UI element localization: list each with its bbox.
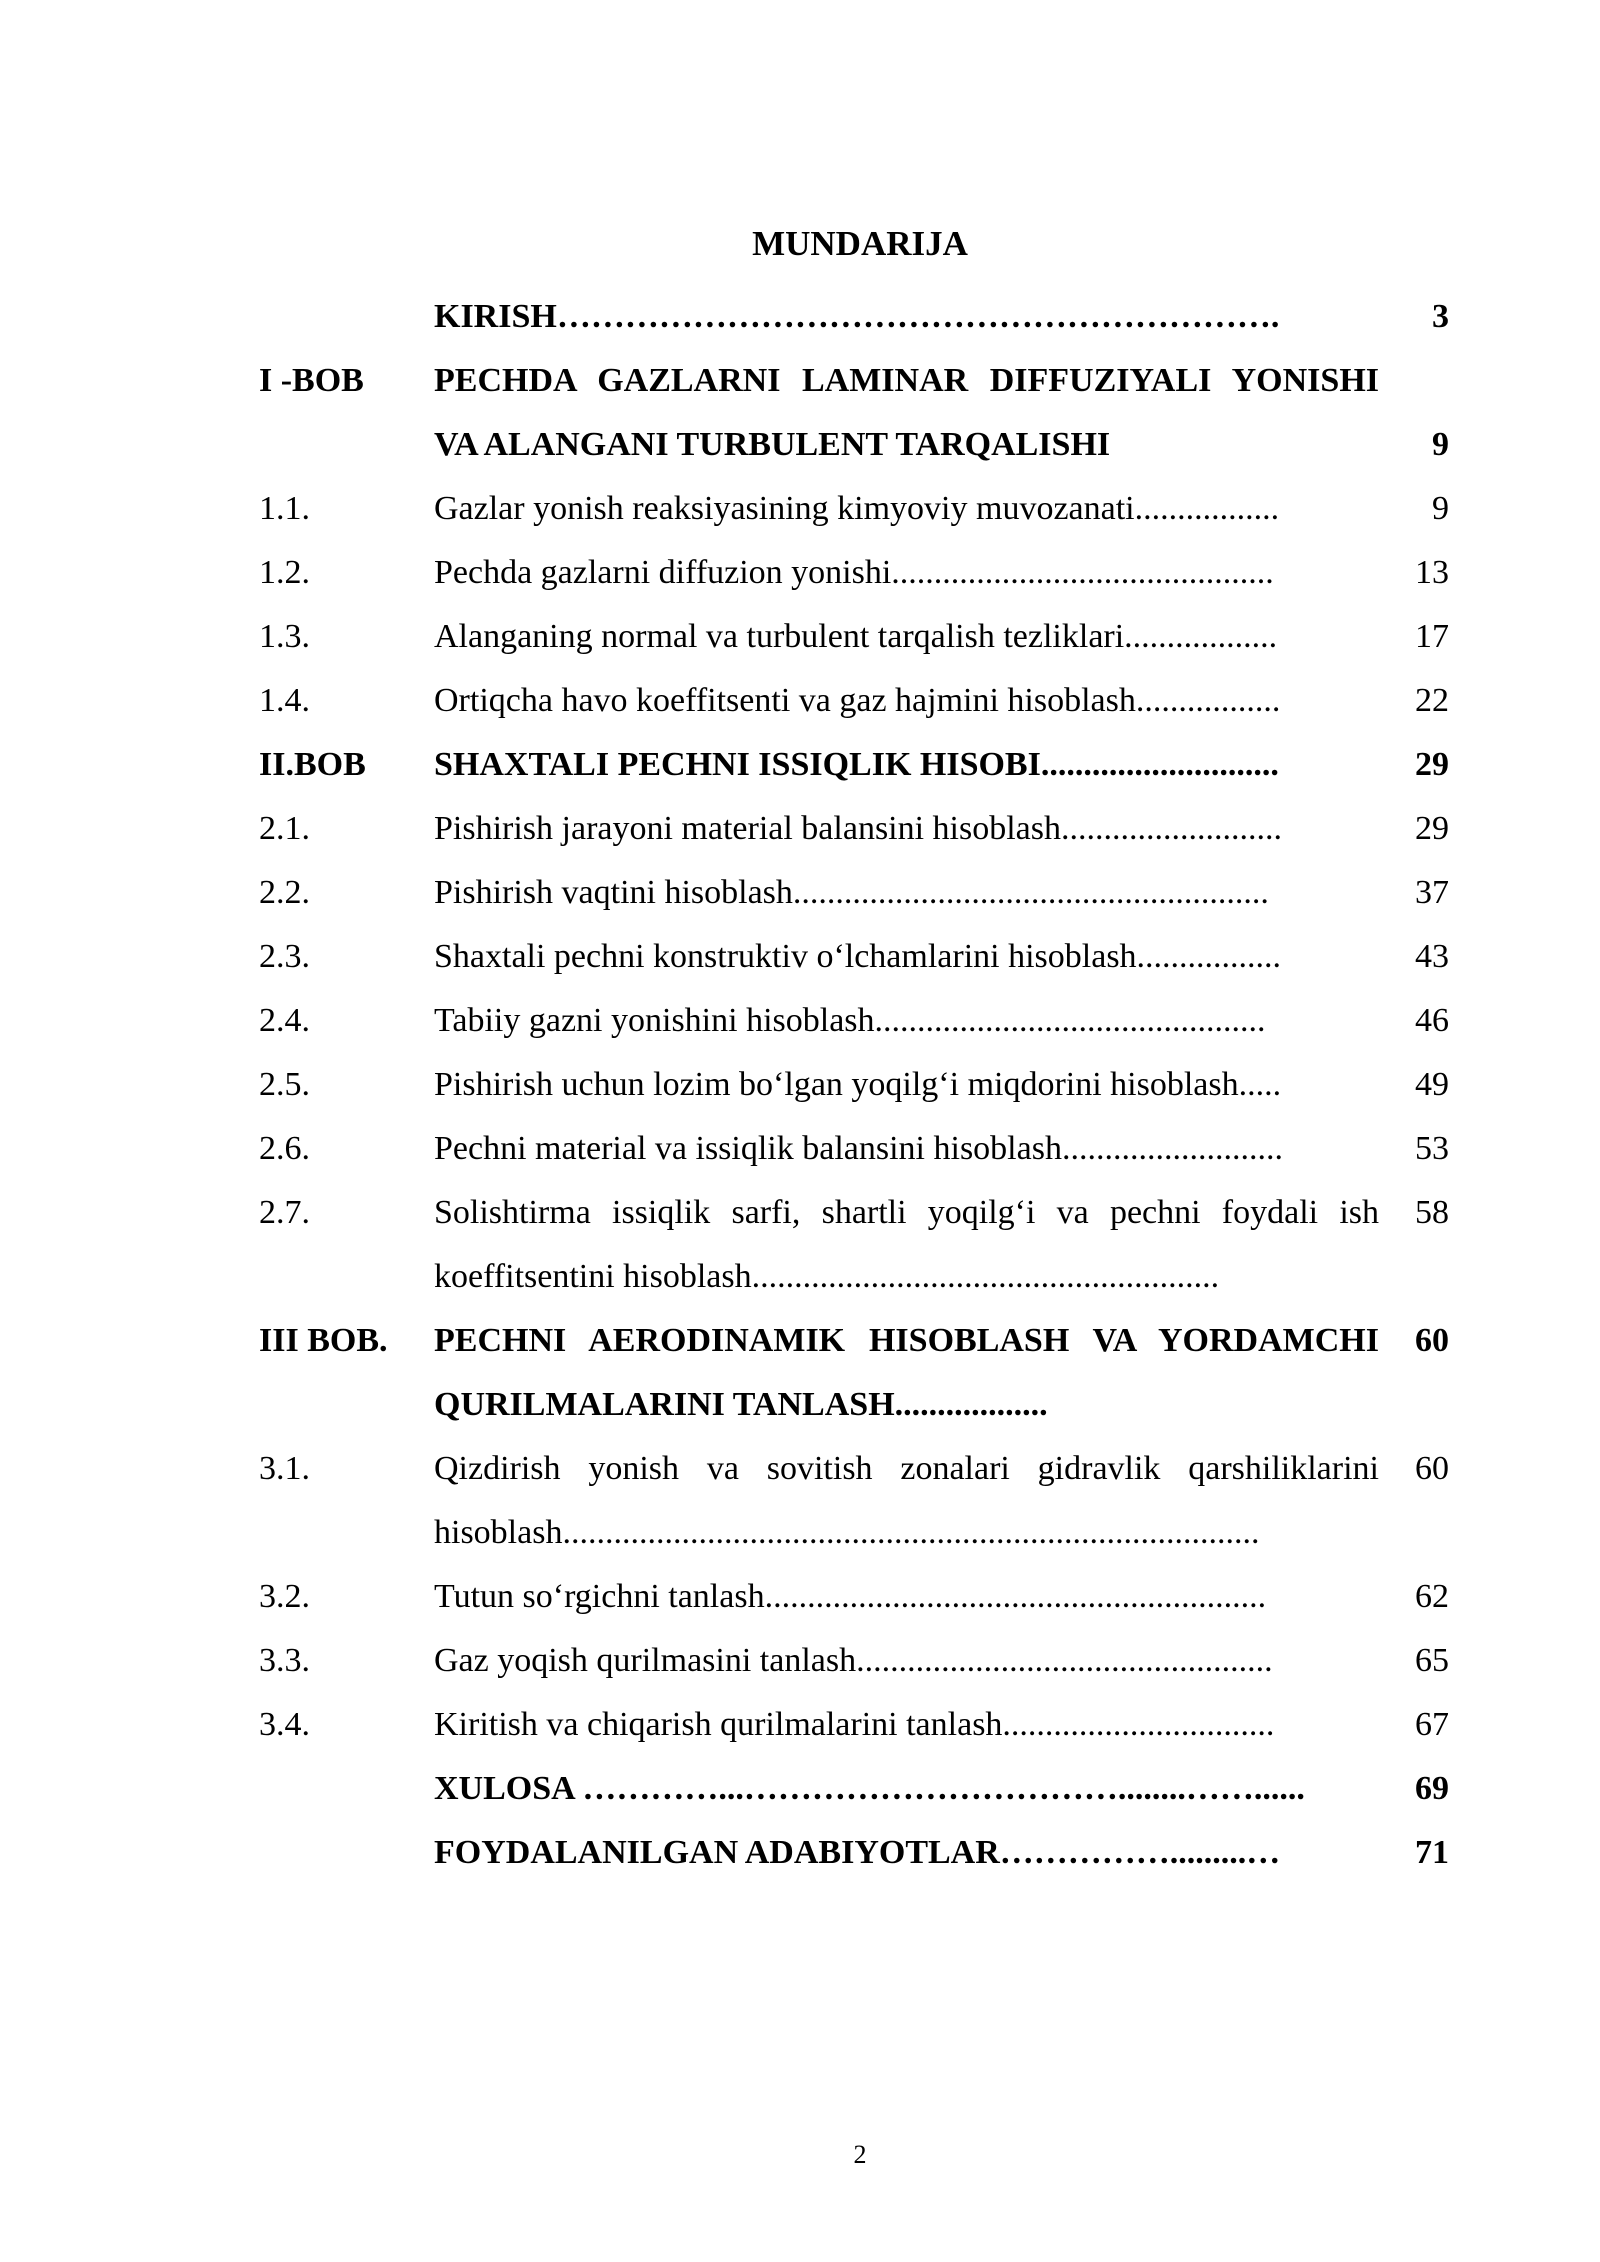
toc-entry-chapter-1[interactable] [259,349,1449,477]
toc-entry-title: Tutun so‘rgichni tanlash........................................................... [434,1578,1267,1615]
toc-entry-number: 3.1. [259,1450,310,1487]
toc-entry-title: PECHNI AERODINAMIK HISOBLASH VA YORDAMCHI QURILMALARINI TANLASH.................. [434,1322,1379,1423]
toc-entry-1-2[interactable] [259,541,1449,605]
toc-entry-number: 3.4. [259,1706,310,1743]
toc-entry-page: 71 [1415,1834,1449,1871]
toc-entry-page: 46 [1415,1002,1449,1039]
toc-entry-number: 2.4. [259,1002,310,1039]
toc-entry-3-2[interactable] [259,1565,1449,1629]
toc-entry-title: FOYDALANILGAN ADABIYOTLAR…………….........… [434,1834,1281,1871]
toc-entry-title: Kiritish va chiqarish qurilmalarini tanlash................................ [434,1706,1275,1743]
toc-entry-references[interactable] [259,1821,1449,1885]
toc-entry-page: 62 [1415,1578,1449,1615]
toc-entry-1-3[interactable] [259,605,1449,669]
toc-entry-2-1[interactable] [259,797,1449,861]
toc-entry-title: Gazlar yonish reaksiyasining kimyoviy muvozanati................. [434,490,1280,527]
toc-entry-page: 3 [1432,298,1449,335]
toc-entry-3-4[interactable] [259,1693,1449,1757]
toc-entry-number [259,1757,434,1821]
toc-entry-number: 2.7. [259,1194,310,1231]
toc-entry-title: Tabiiy gazni yonishini hisoblash.............................................. [434,1002,1266,1039]
toc-entry-number [259,285,434,349]
toc-entry-page: 43 [1415,938,1449,975]
toc-entry-3-1[interactable] [259,1437,1449,1565]
toc-entry-page: 60 [1415,1322,1449,1359]
toc-entry-title: Alanganing normal va turbulent tarqalish tezliklari.................. [434,618,1278,655]
toc-entry-2-2[interactable] [259,861,1449,925]
toc-entry-number: 2.1. [259,810,310,847]
toc-entry-page: 67 [1415,1706,1449,1743]
toc-entry-title: XULOSA …………...……………………………........……...... [434,1770,1305,1807]
toc-entry-number: 2.5. [259,1066,310,1103]
toc-entry-title: Solishtirma issiqlik sarfi, shartli yoqilg‘i va pechni foydali ish koeffitsentini hisoblash....................................................... [434,1194,1379,1295]
toc-entry-title: PECHDA GAZLARNI LAMINAR DIFFUZIYALI YONISHI VA ALANGANI TURBULENT TARQALISHI [434,362,1379,463]
toc-entry-number: 2.3. [259,938,310,975]
toc-entry-title: Pishirish jarayoni material balansini hisoblash.......................... [434,810,1283,847]
toc-entry-title: SHAXTALI PECHNI ISSIQLIK HISOBI............................ [434,746,1279,783]
toc-entry-number: 1.1. [259,490,310,527]
toc-entry-xulosa[interactable] [259,1757,1449,1821]
toc-entry-page: 49 [1415,1066,1449,1103]
toc-entry-2-3[interactable] [259,925,1449,989]
toc-entry-title: Pishirish vaqtini hisoblash........................................................ [434,874,1269,911]
toc-entry-page: 69 [1415,1770,1449,1807]
toc-entry-2-4[interactable] [259,989,1449,1053]
toc-entry-title: Gaz yoqish qurilmasini tanlash................................................. [434,1642,1273,1679]
toc-entry-number: I -BOB [259,362,364,399]
toc-entry-page: 53 [1415,1130,1449,1167]
toc-entry-1-1[interactable] [259,477,1449,541]
toc-entry-number: 1.3. [259,618,310,655]
toc-entry-number: II.BOB [259,746,366,783]
toc-entry-page: 9 [1432,490,1449,527]
toc-entry-title: Qizdirish yonish va sovitish zonalari gidravlik qarshiliklarini hisoblash.................................................................................. [434,1450,1379,1551]
toc-entry-page: 17 [1415,618,1449,655]
toc-entry-chapter-3[interactable] [259,1309,1449,1437]
toc-entry-number: 2.2. [259,874,310,911]
toc-entry-kirish[interactable] [259,285,1449,349]
toc-entry-title: Ortiqcha havo koeffitsenti va gaz hajmini hisoblash................. [434,682,1281,719]
table-of-contents [259,285,1449,1885]
toc-entry-2-6[interactable] [259,1117,1449,1181]
page-title: MUNDARIJA [752,224,968,263]
toc-entry-page: 37 [1415,874,1449,911]
toc-entry-page: 22 [1415,682,1449,719]
page-number: 2 [853,2140,867,2169]
toc-entry-1-4[interactable] [259,669,1449,733]
toc-entry-chapter-2[interactable] [259,733,1449,797]
toc-entry-number: 1.4. [259,682,310,719]
toc-entry-3-3[interactable] [259,1629,1449,1693]
toc-entry-number [259,1821,434,1885]
toc-entry-page: 58 [1415,1194,1449,1231]
toc-entry-2-5[interactable] [259,1053,1449,1117]
toc-entry-page: 29 [1415,746,1449,783]
toc-entry-title: Pechda gazlarni diffuzion yonishi............................................. [434,554,1274,591]
toc-entry-number: 3.2. [259,1578,310,1615]
toc-entry-number: 3.3. [259,1642,310,1679]
toc-entry-title: Pishirish uchun lozim bo‘lgan yoqilg‘i miqdorini hisoblash..... [434,1066,1282,1103]
toc-entry-2-7[interactable] [259,1181,1449,1309]
toc-entry-page: 9 [1432,426,1449,463]
toc-entry-number: 2.6. [259,1130,310,1167]
toc-entry-title: KIRISH………………………………………………………. [434,298,1280,335]
toc-entry-title: Shaxtali pechni konstruktiv o‘lchamlarini hisoblash................. [434,938,1282,975]
toc-entry-page: 13 [1415,554,1449,591]
toc-entry-number: 1.2. [259,554,310,591]
toc-entry-page: 65 [1415,1642,1449,1679]
toc-entry-number: III BOB. [259,1322,388,1359]
toc-entry-page: 60 [1415,1450,1449,1487]
toc-entry-title: Pechni material va issiqlik balansini hisoblash.......................... [434,1130,1283,1167]
toc-entry-page: 29 [1415,810,1449,847]
